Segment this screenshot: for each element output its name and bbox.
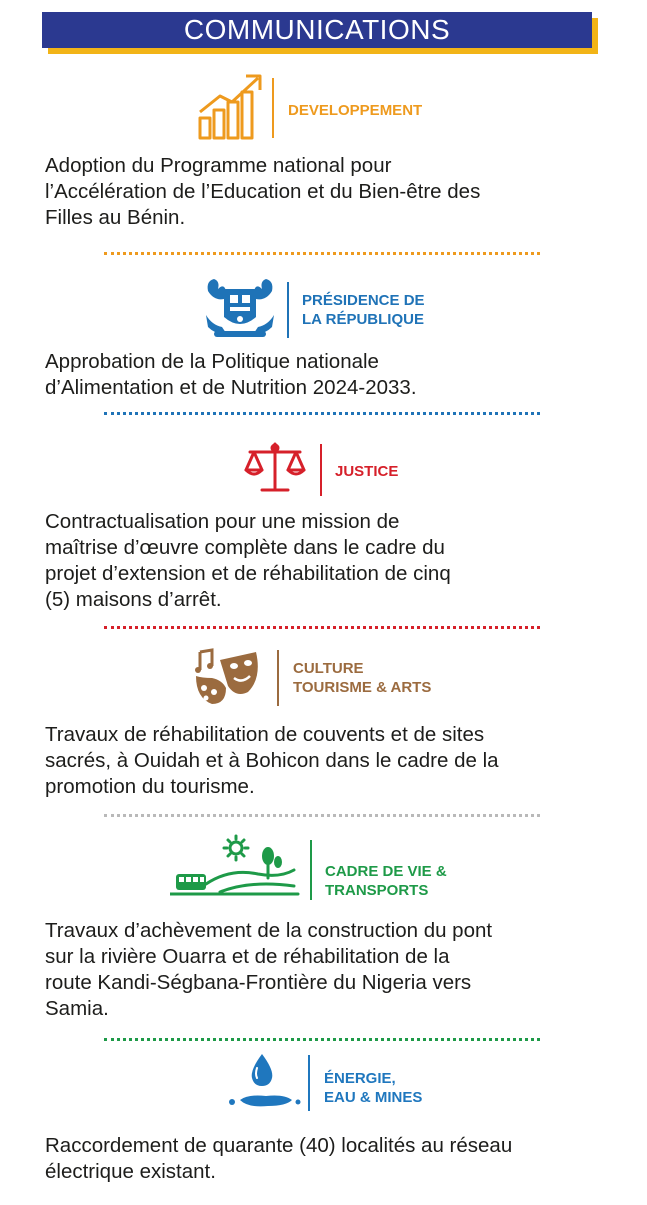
text-line: route Kandi-Ségbana-Frontière du Nigeria vers	[45, 971, 472, 994]
section-text-cadre-de-vie	[45, 918, 615, 1022]
section-text-justice	[45, 509, 615, 613]
section-label-developpement	[288, 101, 422, 120]
section-divider-bar	[310, 840, 312, 900]
text-line: sacrés, à Ouidah et à Bohicon dans le cadre de la	[45, 749, 499, 772]
section-divider-bar	[320, 444, 322, 496]
section-divider-bar	[308, 1055, 310, 1111]
theatre-masks-palette-icon	[192, 648, 264, 710]
section-label-cadre-de-vie	[325, 862, 447, 900]
text-line: Samia.	[45, 997, 109, 1020]
label-line: DEVELOPPEMENT	[288, 102, 423, 119]
section-divider-bar	[277, 650, 279, 706]
text-line: Adoption du Programme national pour	[45, 154, 392, 177]
label-line: JUSTICE	[335, 463, 399, 480]
text-line: (5) maisons d’arrêt.	[45, 588, 222, 611]
text-line: projet d’extension et de réhabilitation de cinq	[45, 562, 451, 585]
dotted-separator	[104, 252, 540, 255]
text-line: Travaux de réhabilitation de couvents et de sites	[45, 723, 485, 746]
text-line: promotion du tourisme.	[45, 775, 255, 798]
text-line: d’Alimentation et de Nutrition 2024-2033.	[45, 376, 417, 399]
dotted-separator	[104, 626, 540, 629]
section-divider-bar	[272, 78, 274, 138]
section-text-developpement	[45, 153, 615, 231]
section-label-culture	[293, 659, 431, 697]
text-line: maîtrise d’œuvre complète dans le cadre du	[45, 536, 445, 559]
text-line: sur la rivière Ouarra et de réhabilitation de la	[45, 945, 450, 968]
label-line: ÉNERGIE,	[324, 1070, 396, 1087]
text-line: Contractualisation pour une mission de	[45, 510, 400, 533]
section-text-culture	[45, 722, 615, 800]
water-drop-icon	[226, 1050, 302, 1112]
label-line: LA RÉPUBLIQUE	[302, 311, 424, 328]
section-label-energie	[324, 1069, 422, 1107]
text-line: l’Accélération de l’Education et du Bien-être des	[45, 180, 481, 203]
text-line: électrique existant.	[45, 1160, 216, 1183]
dotted-separator	[104, 814, 540, 817]
scales-of-justice-icon	[242, 440, 308, 496]
label-line: CADRE DE VIE &	[325, 863, 447, 880]
label-line: EAU & MINES	[324, 1089, 423, 1106]
section-text-presidence	[45, 349, 615, 401]
label-line: TOURISME & ARTS	[293, 679, 432, 696]
dotted-separator	[104, 412, 540, 415]
landscape-bus-icon	[170, 834, 302, 898]
label-line: TRANSPORTS	[325, 882, 429, 899]
section-text-energie	[45, 1133, 615, 1185]
text-line: Approbation de la Politique nationale	[45, 350, 379, 373]
label-line: PRÉSIDENCE DE	[302, 292, 425, 309]
text-line: Filles au Bénin.	[45, 206, 186, 229]
coat-of-arms-icon	[204, 275, 276, 339]
page-title: COMMUNICATIONS	[42, 12, 592, 48]
text-line: Travaux d’achèvement de la construction du pont	[45, 919, 493, 942]
section-label-presidence	[302, 291, 425, 329]
section-divider-bar	[287, 282, 289, 338]
dotted-separator	[104, 1038, 540, 1041]
growth-chart-icon	[196, 72, 266, 142]
section-label-justice	[335, 462, 398, 481]
text-line: Raccordement de quarante (40) localités au réseau	[45, 1134, 513, 1157]
label-line: CULTURE	[293, 660, 364, 677]
